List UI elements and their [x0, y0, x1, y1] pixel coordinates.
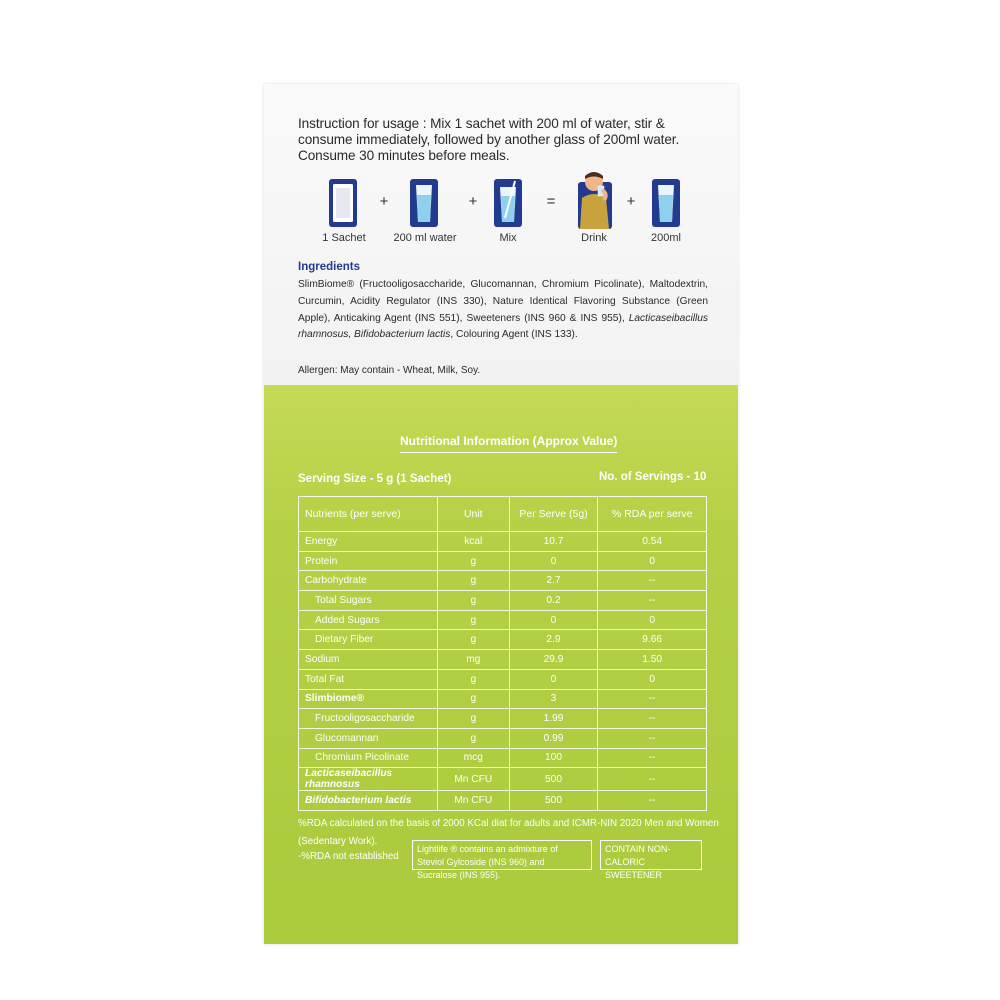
table-row [299, 591, 707, 611]
table-cell-name: Energy [299, 532, 438, 552]
usage-instruction: Instruction for usage : Mix 1 sachet with 200 ml of water, stir & consume immediately, followed by another glass of 200ml water. Consume 30 minutes before meals. [298, 116, 680, 163]
plus-operator: + [626, 193, 636, 210]
table-cell-per: 1.99 [509, 709, 598, 729]
table-row [299, 610, 707, 630]
table-cell-unit: g [437, 571, 509, 591]
plus-operator: + [379, 193, 389, 210]
column-header: % RDA per serve [598, 497, 707, 532]
table-cell-rda: -- [598, 728, 707, 748]
table-cell-rda: -- [598, 571, 707, 591]
table-cell-rda: -- [598, 689, 707, 709]
table-cell-name: Protein [299, 551, 438, 571]
table-cell-name: Bifidobacterium lactis [299, 791, 438, 811]
table-cell-rda: 0 [598, 610, 707, 630]
table-cell-unit: g [437, 689, 509, 709]
table-cell-name: Total Fat [299, 669, 438, 689]
table-cell-unit: Mn CFU [437, 791, 509, 811]
table-cell-per: 0 [509, 551, 598, 571]
table-cell-per: 0 [509, 610, 598, 630]
nutrition-table-header [299, 497, 707, 532]
table-cell-name: Lacticaseibacillus rhamnosus [299, 768, 438, 791]
table-cell-name: Fructooligosaccharide [299, 709, 438, 729]
mix-glass-icon [493, 178, 523, 228]
ingredients-title: Ingredients [298, 261, 360, 273]
table-cell-per: 100 [509, 748, 598, 768]
table-row [299, 532, 707, 552]
table-row [299, 650, 707, 670]
table-cell-per: 0 [509, 669, 598, 689]
table-cell-rda: 0 [598, 551, 707, 571]
table-row [299, 689, 707, 709]
column-header: Nutrients (per serve) [299, 497, 438, 532]
table-row [299, 551, 707, 571]
table-cell-per: 0.2 [509, 591, 598, 611]
table-row [299, 728, 707, 748]
table-cell-name: Carbohydrate [299, 571, 438, 591]
table-row [299, 768, 707, 791]
table-cell-unit: kcal [437, 532, 509, 552]
table-cell-per: 3 [509, 689, 598, 709]
table-cell-per: 2.7 [509, 571, 598, 591]
table-cell-per: 0.99 [509, 728, 598, 748]
water-glass-icon [651, 178, 681, 228]
lightlife-note: Lightlife ® contains an admixture of Steviol Gylcoside (INS 960) and Sucralose (INS 955). [412, 840, 592, 870]
table-row [299, 571, 707, 591]
table-cell-rda: 0 [598, 669, 707, 689]
table-cell-rda: 1.50 [598, 650, 707, 670]
table-cell-name: Chromium Picolinate [299, 748, 438, 768]
table-cell-unit: g [437, 551, 509, 571]
table-cell-rda: -- [598, 748, 707, 768]
column-header: Unit [437, 497, 509, 532]
table-cell-unit: Mn CFU [437, 768, 509, 791]
table-cell-rda: -- [598, 791, 707, 811]
step-label-200ml: 200ml [651, 232, 681, 244]
table-cell-name: Sodium [299, 650, 438, 670]
sachet-icon [328, 178, 358, 228]
step-label-drink: Drink [581, 232, 607, 244]
table-cell-name: Glucomannan [299, 728, 438, 748]
table-cell-per: 500 [509, 768, 598, 791]
rda-note: %RDA calculated on the basis of 2000 KCal diat for adults and ICMR-NIN 2020 Men and Women [298, 818, 719, 829]
allergen-note: Allergen: May contain - Wheat, Milk, Soy. [298, 365, 481, 376]
step-label-sachet: 1 Sachet [322, 232, 366, 244]
plus-operator: + [468, 193, 478, 210]
table-cell-rda: 0.54 [598, 532, 707, 552]
nutrition-title: Nutritional Information (Approx Value) [400, 434, 617, 453]
table-row [299, 791, 707, 811]
equals-operator: = [546, 193, 556, 210]
step-label-water: 200 ml water [393, 232, 457, 244]
rda-note-cont: (Sedentary Work). [298, 836, 378, 847]
table-cell-per: 500 [509, 791, 598, 811]
table-cell-per: 10.7 [509, 532, 598, 552]
rda-not-established: -%RDA not established [298, 851, 399, 862]
table-cell-rda: -- [598, 591, 707, 611]
table-row [299, 709, 707, 729]
table-cell-unit: mcg [437, 748, 509, 768]
table-row [299, 748, 707, 768]
table-cell-rda: 9.66 [598, 630, 707, 650]
table-cell-unit: g [437, 591, 509, 611]
table-cell-unit: g [437, 728, 509, 748]
ingredients-text: SlimBiome® (Fructooligosaccharide, Glucomannan, Chromium Picolinate), Maltodextrin, Curcumin, Acidity Regulator (INS 330), Nature Identical Flavoring Substance (Green Apple), Anticaking Agent (INS 551), Sweeteners (INS 960 & INS 955), Lacticaseibacillus rhamnosus, Bifidobacterium lactis, Colouring Agent (INS 133). [298, 279, 708, 341]
table-row [299, 669, 707, 689]
servings-count: No. of Servings - 10 [599, 471, 707, 483]
serving-size: Serving Size - 5 g (1 Sachet) [298, 473, 452, 485]
table-cell-unit: mg [437, 650, 509, 670]
table-cell-unit: g [437, 630, 509, 650]
table-cell-per: 2.9 [509, 630, 598, 650]
table-cell-name: Slimbiome® [299, 689, 438, 709]
water-glass-icon [409, 178, 439, 228]
table-cell-unit: g [437, 669, 509, 689]
column-header: Per Serve (5g) [509, 497, 598, 532]
table-cell-name: Dietary Fiber [299, 630, 438, 650]
table-cell-per: 29.9 [509, 650, 598, 670]
table-cell-name: Total Sugars [299, 591, 438, 611]
table-cell-rda: -- [598, 768, 707, 791]
person-drinking-icon [574, 170, 616, 230]
nutrition-table [298, 496, 707, 811]
table-cell-unit: g [437, 610, 509, 630]
table-cell-name: Added Sugars [299, 610, 438, 630]
step-label-mix: Mix [499, 232, 517, 244]
non-caloric-note: CONTAIN NON-CALORIC SWEETENER [600, 840, 702, 870]
table-row [299, 630, 707, 650]
table-cell-unit: g [437, 709, 509, 729]
table-cell-rda: -- [598, 709, 707, 729]
